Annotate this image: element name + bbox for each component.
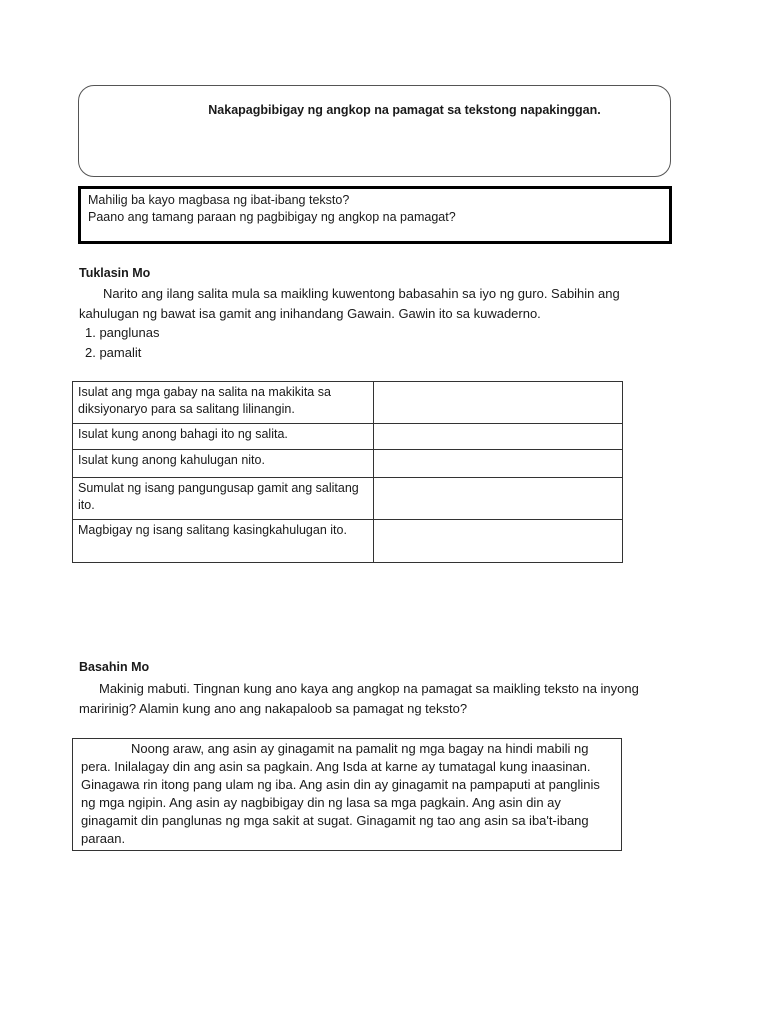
table-prompt-cell: Isulat kung anong kahulugan nito. [73, 450, 374, 478]
table-row [73, 478, 623, 520]
word-item-1: 1. panglunas [85, 325, 160, 340]
table-row [73, 424, 623, 450]
table-answer-cell[interactable] [374, 450, 623, 478]
table-prompt-cell: Sumulat ng isang pangungusap gamit ang salitang ito. [73, 478, 374, 520]
objective-title: Nakapagbibigay ng angkop na pamagat sa tekstong napakinggan. [208, 103, 601, 117]
tuklasin-instruction-text: Narito ang ilang salita mula sa maikling kuwentong babasahin sa iyo ng guro. Sabihin ang kahulugan ng bawat isa gamit ang inihandang Gawain. Gawin ito sa kuwaderno. [79, 286, 620, 321]
table-answer-cell[interactable] [374, 478, 623, 520]
word-list [85, 323, 159, 363]
table-row [73, 450, 623, 478]
table-prompt-cell: Isulat ang mga gabay na salita na makikita sa diksiyonaryo para sa salitang lilinangin. [73, 382, 374, 424]
question-1: Mahilig ba kayo magbasa ng ibat-ibang teksto? [88, 193, 350, 207]
table-prompt-cell: Magbigay ng isang salitang kasingkahulugan ito. [73, 520, 374, 563]
table-answer-cell[interactable] [374, 424, 623, 450]
reading-passage: Noong araw, ang asin ay ginagamit na pamalit ng mga bagay na hindi mabili ng pera. Inilalagay din ang asin sa pagkain. Ang Isda at karne ay tumatagal kung inaasinan. Ginagawa rin itong pang ulam ng iba. Ang asin din ay ginagamit na pampaputi at panglinis ng mga ngipin. Ang asin ay nagbibigay din ng lasa sa mga pagkain. Ang asin din ay ginagamit din panglunas ng mga sakit at sugat. Ginagamit ng tao ang asin sa iba't-ibang paraan. [81, 741, 600, 846]
table-answer-cell[interactable] [374, 520, 623, 563]
table-answer-cell[interactable] [374, 382, 623, 424]
table-row [73, 382, 623, 424]
question-2: Paano ang tamang paraan ng pagbibigay ng angkop na pamagat? [88, 210, 456, 224]
objective-box [78, 85, 671, 177]
basahin-instruction-text: Makinig mabuti. Tingnan kung ano kaya ang angkop na pamagat sa maikling teksto na inyong maririnig? Alamin kung ano ang nakapaloob sa pamagat ng teksto? [79, 681, 639, 716]
reading-passage-box [72, 738, 622, 851]
word-item-2: 2. pamalit [85, 345, 142, 360]
basahin-instruction [79, 679, 679, 719]
basahin-heading: Basahin Mo [79, 660, 150, 674]
gawain-table [72, 381, 623, 563]
motivation-questions-box [78, 186, 672, 244]
tuklasin-instruction [79, 284, 679, 324]
tuklasin-heading: Tuklasin Mo [79, 266, 151, 280]
table-prompt-cell: Isulat kung anong bahagi ito ng salita. [73, 424, 374, 450]
table-row [73, 520, 623, 563]
